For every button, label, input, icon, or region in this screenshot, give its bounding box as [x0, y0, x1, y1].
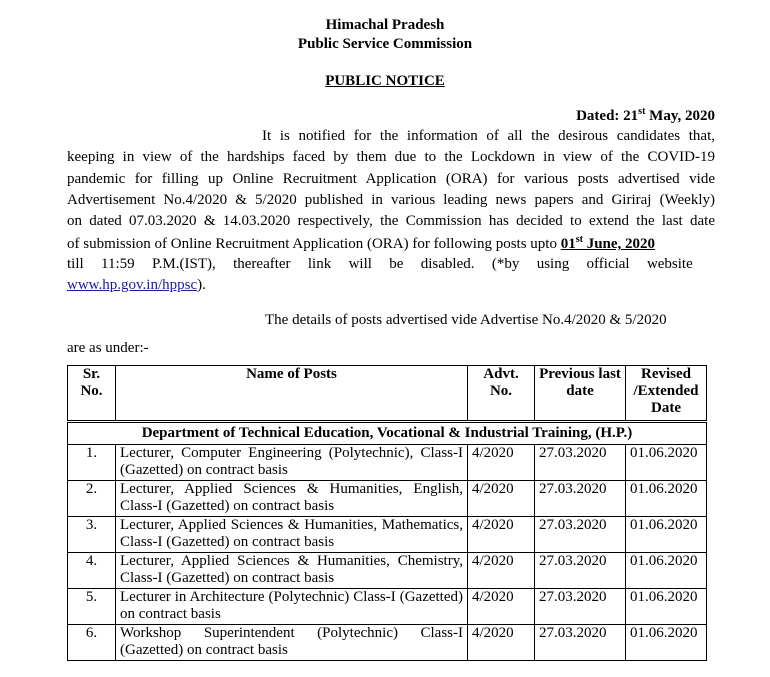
table-row — [68, 445, 707, 481]
header-previous: Previous last date — [535, 366, 626, 422]
header-advt: Advt. No. — [468, 366, 535, 422]
body-line-5: on dated 07.03.2020 & 14.03.2020 respectively, the Commission has decided to extend the last date — [67, 213, 715, 229]
header-revised: Revised /Extended Date — [626, 366, 707, 422]
row-advt: 4/2020 — [468, 445, 535, 481]
body-line-2: keeping in view of the hardships faced by them due to the Lockdown in view of the COVID-19 — [67, 149, 715, 165]
table-row — [68, 481, 707, 517]
row-sr: 5. — [68, 589, 116, 625]
row-post-name: Lecturer, Computer Engineering (Polytechnic), Class-I (Gazetted) on contract basis — [116, 445, 468, 481]
header-sr: Sr. No. — [68, 366, 116, 422]
details-line-1: The details of posts advertised vide Advertise No.4/2020 & 5/2020 — [265, 312, 667, 328]
row-previous: 27.03.2020 — [535, 625, 626, 661]
table-row — [68, 625, 707, 661]
body-line-6: of submission of Online Recruitment Application (ORA) for following posts upto 01st June, 2020 — [67, 234, 656, 252]
row-revised: 01.06.2020 — [626, 517, 707, 553]
row-post-name: Lecturer, Applied Sciences & Humanities, English, Class-I (Gazetted) on contract basis — [116, 481, 468, 517]
posts-table — [67, 365, 707, 661]
row-revised: 01.06.2020 — [626, 625, 707, 661]
body-line-8: www.hp.gov.in/hppsc). — [67, 277, 206, 293]
row-previous: 27.03.2020 — [535, 517, 626, 553]
body-line-3: pandemic for filling up Online Recruitment Application (ORA) for various posts advertised vide — [67, 171, 715, 187]
header-name: Name of Posts — [116, 366, 468, 422]
row-post-name: Workshop Superintendent (Polytechnic) Class-I (Gazetted) on contract basis — [116, 625, 468, 661]
body-line-1: It is notified for the information of all the desirous candidates that, — [262, 128, 715, 144]
row-post-name: Lecturer, Applied Sciences & Humanities, Chemistry, Class-I (Gazetted) on contract basis — [116, 553, 468, 589]
details-line-2: are as under:- — [67, 340, 149, 356]
notice-title: PUBLIC NOTICE — [325, 73, 445, 89]
row-sr: 6. — [68, 625, 116, 661]
body-line-7: till 11:59 P.M.(IST), thereafter link will be disabled. (*by using official website — [67, 256, 693, 272]
notice-date: Dated: 21st May, 2020 — [576, 106, 715, 124]
row-sr: 4. — [68, 553, 116, 589]
department-row — [68, 422, 707, 445]
row-previous: 27.03.2020 — [535, 445, 626, 481]
extended-date: 01st June, 2020 — [560, 234, 656, 252]
row-post-name: Lecturer, Applied Sciences & Humanities, Mathematics, Class-I (Gazetted) on contract basis — [116, 517, 468, 553]
row-advt: 4/2020 — [468, 553, 535, 589]
row-previous: 27.03.2020 — [535, 553, 626, 589]
row-post-name: Lecturer in Architecture (Polytechnic) Class-I (Gazetted) on contract basis — [116, 589, 468, 625]
table-row — [68, 553, 707, 589]
row-sr: 1. — [68, 445, 116, 481]
body-line-4: Advertisement No.4/2020 & 5/2020 published in various leading news papers and Giriraj (Weekly) — [67, 192, 715, 208]
department-name: Department of Technical Education, Vocational & Industrial Training, (H.P.) — [68, 422, 707, 445]
row-advt: 4/2020 — [468, 481, 535, 517]
row-previous: 27.03.2020 — [535, 589, 626, 625]
row-sr: 3. — [68, 517, 116, 553]
row-advt: 4/2020 — [468, 625, 535, 661]
row-sr: 2. — [68, 481, 116, 517]
org-name-line2: Public Service Commission — [297, 36, 473, 52]
org-name-line1: Himachal Pradesh — [325, 17, 445, 33]
table-header-row — [68, 366, 707, 422]
row-revised: 01.06.2020 — [626, 589, 707, 625]
row-previous: 27.03.2020 — [535, 481, 626, 517]
table-row — [68, 589, 707, 625]
row-advt: 4/2020 — [468, 517, 535, 553]
row-revised: 01.06.2020 — [626, 445, 707, 481]
table-row — [68, 517, 707, 553]
row-revised: 01.06.2020 — [626, 553, 707, 589]
website-link[interactable]: www.hp.gov.in/hppsc — [67, 277, 198, 293]
row-advt: 4/2020 — [468, 589, 535, 625]
row-revised: 01.06.2020 — [626, 481, 707, 517]
